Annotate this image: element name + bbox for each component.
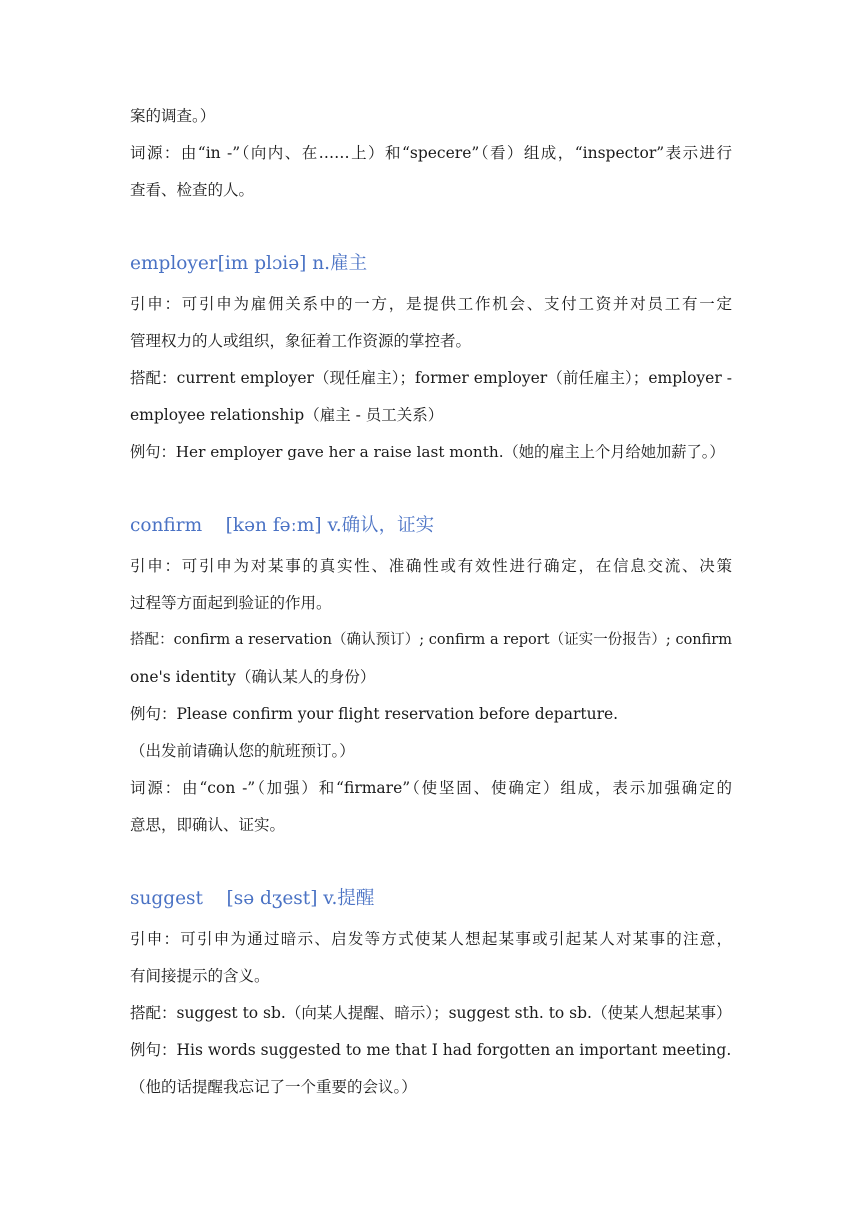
confirm-entry-heading: confirm [kən fəːm] v.确认，证实	[130, 515, 435, 536]
inspector-etymology-line-1: 词源：由“in -”（向内、在……上）和“specere”（看）组成，“inspector”表示进行	[130, 144, 732, 162]
confirm-collocation-line-1: 搭配：confirm a reservation（确认预订）; confirm a report（证实一份报告）; confirm	[130, 632, 732, 648]
intro-text-line: 案的调查。）	[130, 107, 216, 125]
confirm-etymology-line-1: 词源：由“con -”（加强）和“firmare”（使坚固、使确定）组成，表示加强确定的	[130, 779, 732, 797]
confirm-extension-line-2: 过程等方面起到验证的作用。	[130, 594, 332, 612]
employer-collocation-line-1: 搭配：current employer（现任雇主）；former employer（前任雇主）；employer -	[130, 369, 732, 387]
suggest-extension-line-1: 引申：可引申为通过暗示、启发等方式使某人想起某事或引起某人对某事的注意，	[130, 930, 732, 948]
suggest-example-line-1: 例句：His words suggested to me that I had forgotten an important meeting.	[130, 1041, 732, 1059]
suggest-example-line-2: （他的话提醒我忘记了一个重要的会议。）	[130, 1078, 417, 1096]
suggest-collocation-line-1: 搭配：suggest to sb.（向某人提醒、暗示）；suggest sth. to sb.（使某人想起某事）	[130, 1004, 732, 1022]
employer-extension-line-2: 管理权力的人或组织，象征着工作资源的掌控者。	[130, 332, 472, 350]
confirm-example-line-2: （出发前请确认您的航班预订。）	[130, 742, 355, 760]
confirm-extension-line-1: 引申：可引申为对某事的真实性、准确性或有效性进行确定，在信息交流、决策	[130, 557, 732, 575]
inspector-etymology-line-2: 查看、检查的人。	[130, 181, 255, 199]
confirm-etymology-line-2: 意思，即确认、证实。	[130, 816, 286, 834]
confirm-collocation-line-2: one's identity（确认某人的身份）	[130, 668, 376, 686]
employer-example-line-1: 例句：Her employer gave her a raise last month.（她的雇主上个月给她加薪了。）	[130, 443, 725, 461]
employer-entry-heading: employer[im plɔiə] n.雇主	[130, 253, 368, 274]
suggest-entry-heading: suggest [sə dʒest] v.提醒	[130, 888, 375, 909]
employer-extension-line-1: 引申：可引申为雇佣关系中的一方，是提供工作机会、支付工资并对员工有一定	[130, 295, 732, 313]
employer-collocation-line-2: employee relationship（雇主 - 员工关系）	[130, 406, 444, 424]
confirm-example-line-1: 例句：Please confirm your flight reservation before departure.	[130, 705, 619, 723]
suggest-extension-line-2: 有间接提示的含义。	[130, 967, 270, 985]
